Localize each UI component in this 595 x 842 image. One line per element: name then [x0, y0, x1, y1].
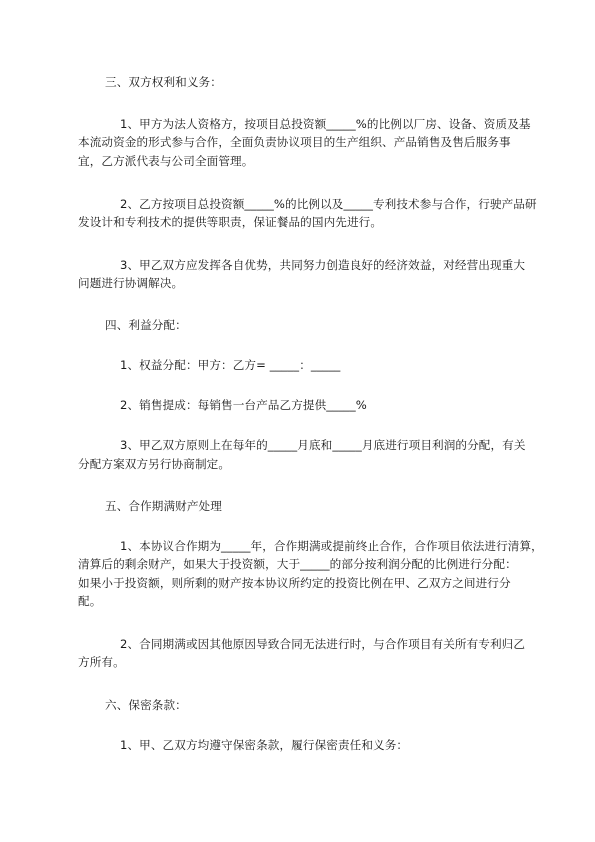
- paragraph-line: 3、甲乙双方原则上在每年的_____月底和_____月底进行项目利润的分配，有关: [120, 438, 526, 452]
- paragraph-line: 清算后的剩余财产，如果大于投资额，大于_____的部分按利润分配的比例进行分配：: [78, 557, 517, 571]
- paragraph-line: 本流动资金的形式参与合作，全面负责协议项目的生产组织、产品销售及售后服务事: [78, 135, 511, 149]
- paragraph-line: 宜，乙方派代表与公司全面管理。: [78, 154, 254, 168]
- paragraph-line: 方所有。: [78, 655, 125, 669]
- paragraph-line: 配。: [78, 594, 102, 608]
- heading-confidentiality: 六、保密条款：: [105, 698, 187, 712]
- paragraph-line: 问题进行协调解决。: [78, 276, 184, 290]
- heading-profit-distribution: 四、利益分配：: [105, 318, 187, 332]
- heading-rights-obligations: 三、双方权利和义务：: [105, 75, 222, 89]
- paragraph-line: 2、乙方按项目总投资额_____%的比例以及_____专利技术参与合作，行驶产品研: [120, 197, 537, 211]
- paragraph-line: 2、合同期满或因其他原因导致合同无法进行时，与合作项目有关所有专利归乙: [120, 637, 526, 651]
- heading-property-disposal: 五、合作期满财产处理: [105, 499, 222, 513]
- paragraph-line: 1、甲方为法人资格方，按项目总投资额_____%的比例以厂房、设备、资质及基: [120, 117, 531, 131]
- paragraph-line: 发设计和专利技术的提供等职责，保证餐品的国内先进行。: [78, 215, 383, 229]
- paragraph-line: 分配方案双方另行协商制定。: [78, 457, 231, 471]
- paragraph-line: 3、甲乙双方应发挥各自优势，共同努力创造良好的经济效益，对经营出现重大: [120, 258, 526, 272]
- paragraph-line: 1、本协议合作期为_____年，合作期满或提前终止合作，合作项目依法进行清算，: [120, 539, 543, 553]
- paragraph-line: 2、销售提成：每销售一台产品乙方提供_____%: [120, 398, 367, 412]
- paragraph-line: 1、甲、乙双方均遵守保密条款，履行保密责任和义务：: [120, 738, 409, 752]
- paragraph-line: 如果小于投资额，则所剩的财产按本协议所约定的投资比例在甲、乙双方之间进行分: [78, 576, 511, 590]
- paragraph-line: 1、权益分配：甲方：乙方= _____：_____: [120, 358, 341, 372]
